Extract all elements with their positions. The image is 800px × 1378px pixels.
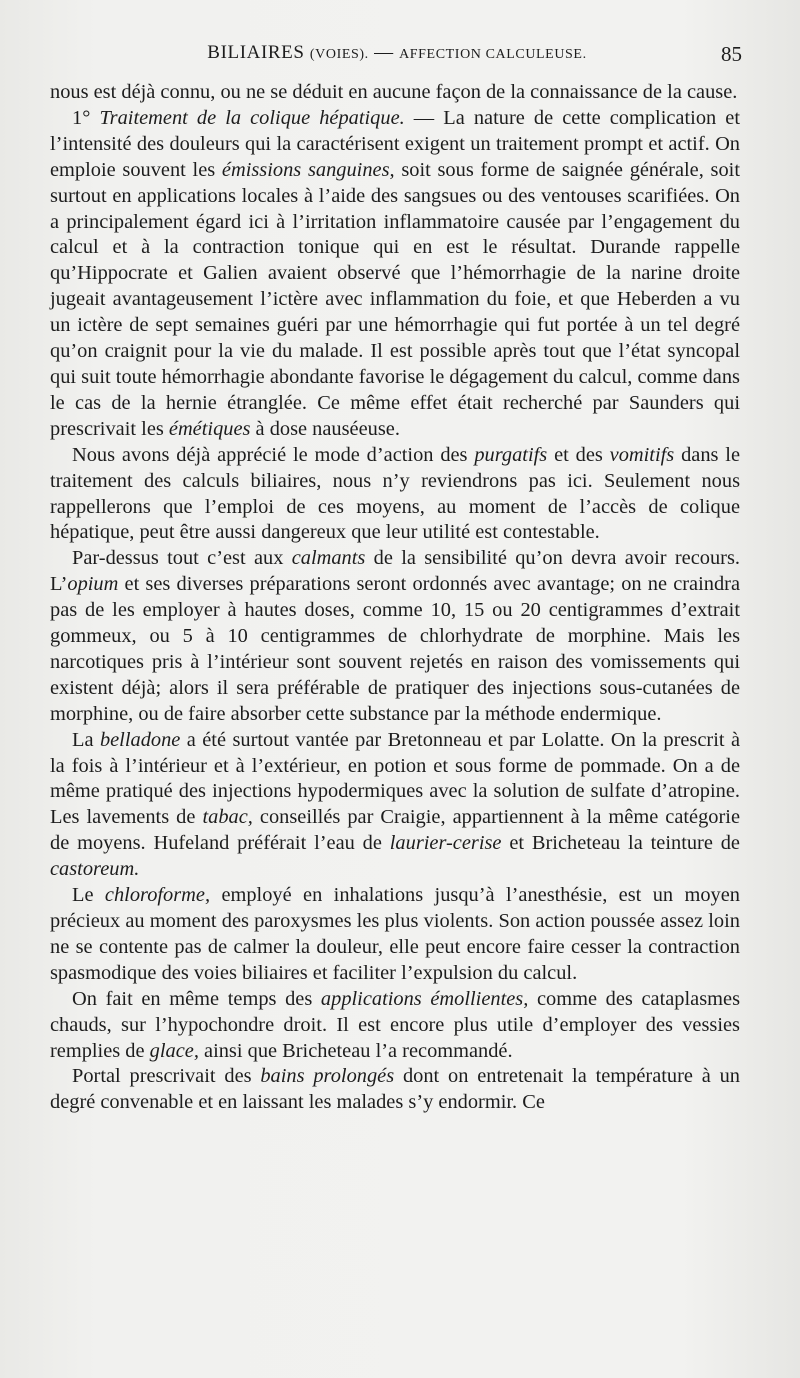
running-title-main: BILIAIRES bbox=[207, 42, 305, 63]
text-run: nous est déjà connu, ou ne se déduit en aucune façon de la connaissance de la cause. bbox=[50, 81, 738, 103]
italic-term: glace, bbox=[149, 1039, 199, 1062]
text-run: comme des cataplasmes chauds, sur l’hypochondre droit. Il est encore plus utile d’employer des vessies remplies de bbox=[50, 987, 740, 1062]
text-run: de la sensibilité qu’on devra avoir recours. L’ bbox=[50, 547, 741, 596]
running-title-dash: — bbox=[374, 42, 394, 63]
page-number: 85 bbox=[721, 42, 742, 66]
italic-term: bains prolongés bbox=[260, 1065, 395, 1088]
text-run: employé en inhalations jusqu’à l’anesthésie, est un moyen précieux au moment des paroxysmes les plus violents. Son action poussée assez loin ne se contente pas de calmer la douleur, elle peut encore faire cesser la contraction spasmodique des voies biliaires et faciliter l’expulsion du calcul. bbox=[50, 884, 740, 984]
paragraph bbox=[50, 883, 740, 987]
paragraph bbox=[50, 80, 740, 106]
italic-term: belladone bbox=[99, 728, 181, 751]
paragraph bbox=[50, 443, 740, 547]
text-run: Nous avons déjà apprécié le mode d’action des bbox=[72, 443, 475, 466]
text-run: dans le traitement des calculs biliaires, nous n’y reviendrons pas ici. Seulement nous rappellerons que l’emploi de ces moyens, au moment de l’accès de colique hépatique, peut être aussi dangereux que leur utilité est contestable. bbox=[50, 443, 740, 544]
paragraph bbox=[50, 106, 740, 443]
text-run: ainsi que Bricheteau l’a recommandé. bbox=[198, 1039, 513, 1062]
running-title bbox=[52, 42, 742, 64]
text-run: et Bricheteau la teinture de bbox=[501, 832, 740, 855]
italic-term: castoreum. bbox=[50, 858, 140, 881]
running-title-paren: (VOIES). bbox=[309, 47, 369, 62]
running-header bbox=[52, 42, 742, 72]
text-run: et ses diverses préparations seront ordonnés avec avantage; on ne craindra pas de les employer à hautes doses, comme 10, 15 ou 20 centigrammes d’extrait gommeux, ou 5 à 10 centigrammes de chlorhydrate de morphine. Mais les narcotiques pris à l’intérieur sont souvent rejetés en raison des vomissements qui existent déjà; alors il sera préférable de pratiquer des injections sous-cutanées de morphine, ou de faire absorber cette substance par la méthode endermique. bbox=[50, 573, 740, 725]
text-run: et des bbox=[547, 443, 610, 466]
text-run: soit sous forme de saignée générale, soit surtout en applications locales à l’aide des sangsues ou des ventouses scarifiées. On a principalement égard ici à l’irritation inflammatoire causée par l’engagement du calcul et à la contraction tonique qui en est le résultat. Durande rappelle qu’Hippocrate et Galien avaient observé que l’hémorrhagie de la narine droite jugeait avantageusement l’ictère avec inflammation du foie, et que Heberden a vu un ictère de sept semaines guéri par une hémorrhagie qui fut portée à un tel degré qu’on craignit pour la vie du malade. Il est possible après tout que l’état syncopal qui suit toute hémorrhagie abondante favorise le dégagement du calcul, comme dans le cas de la hernie étranglée. Ce même effet était recherché par Saunders qui prescrivait les bbox=[50, 158, 741, 440]
italic-term: purgatifs bbox=[474, 443, 548, 466]
text-run: à dose nauséeuse. bbox=[250, 417, 400, 440]
italic-term: émétiques bbox=[168, 417, 251, 440]
text-run: Par-dessus tout c’est aux bbox=[72, 547, 292, 570]
running-title-sub: AFFECTION CALCULEUSE. bbox=[399, 47, 587, 62]
text-run: Portal prescrivait des bbox=[72, 1065, 261, 1088]
text-run: a été surtout vantée par Bretonneau et par Lolatte. On la prescrit à la fois à l’intérieur et à l’extérieur, en potion et sous forme de pommade. On a de même pratiqué des injections hypodermiques avec la solution de sulfate d’atropine. Les lavements de bbox=[50, 728, 740, 829]
paragraph bbox=[50, 728, 740, 883]
italic-term: applications émollientes, bbox=[320, 987, 529, 1010]
text-run: 1° bbox=[72, 106, 100, 129]
italic-term: chloroforme, bbox=[104, 884, 211, 907]
italic-term: émissions sanguines, bbox=[221, 158, 395, 181]
italic-term: vomitifs bbox=[609, 443, 675, 466]
text-run: — La nature de cette complication et l’intensité des douleurs qui la caractérisent exigent un traitement prompt et actif. On emploie souvent les bbox=[50, 106, 740, 181]
text-run: Le bbox=[72, 884, 105, 907]
paragraph bbox=[50, 1064, 740, 1116]
paragraph bbox=[50, 546, 740, 727]
paragraph bbox=[50, 987, 740, 1065]
text-run: conseillés par Craigie, appartiennent à la même catégorie de moyens. Hufeland préférait l’eau de bbox=[50, 806, 740, 855]
text-run: On fait en même temps des bbox=[72, 987, 321, 1010]
text-run: dont on entretenait la température à un degré convenable et en laissant les malades s’y endormir. Ce bbox=[50, 1065, 740, 1114]
text-run: La bbox=[72, 728, 100, 751]
italic-term: opium bbox=[67, 573, 119, 596]
italic-term: calmants bbox=[291, 547, 366, 570]
italic-term: laurier-cerise bbox=[389, 832, 502, 855]
italic-term: tabac, bbox=[202, 806, 253, 829]
italic-term: Traitement de la colique hépatique. bbox=[99, 106, 405, 129]
body-text bbox=[50, 80, 740, 1116]
